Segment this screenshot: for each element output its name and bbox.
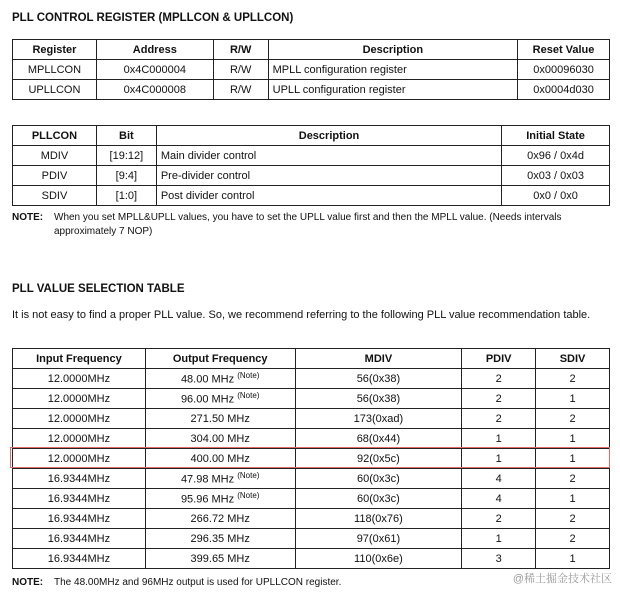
output-value: 47.98 MHz (180, 473, 235, 486)
field-name: PDIV (13, 166, 97, 186)
mdiv-value: 60(0x3c) (295, 489, 462, 509)
output-frequency (145, 549, 295, 569)
mdiv-value: 92(0x5c) (295, 449, 462, 469)
output-value: 400.00 MHz (190, 452, 250, 465)
highlight-box (10, 447, 610, 468)
output-frequency (145, 369, 295, 389)
pdiv-value: 4 (462, 469, 536, 489)
note-mpll-upll (12, 211, 562, 239)
output-frequency (145, 409, 295, 429)
table-row (13, 549, 610, 569)
output-value: 304.00 MHz (190, 432, 250, 445)
output-value: 95.96 MHz (180, 493, 235, 506)
pdiv-value: 1 (462, 429, 536, 449)
watermark: @稀土掘金技术社区 (512, 573, 612, 585)
header-sdiv: SDIV (536, 349, 610, 369)
pdiv-value: 2 (462, 369, 536, 389)
table-row (13, 60, 610, 80)
sdiv-value: 1 (536, 549, 610, 569)
selection-title: PLL VALUE SELECTION TABLE (12, 283, 185, 295)
header-description: Description (156, 126, 501, 146)
note-marker: (Note) (237, 371, 260, 381)
sdiv-value: 2 (536, 469, 610, 489)
sdiv-value: 1 (536, 389, 610, 409)
input-frequency: 12.0000MHz (13, 409, 146, 429)
sdiv-value: 1 (536, 429, 610, 449)
input-frequency: 16.9344MHz (13, 489, 146, 509)
pll-table-header (13, 349, 610, 369)
note-marker: (Note) (237, 471, 260, 481)
table-row (13, 166, 610, 186)
note-marker: (Note) (237, 391, 260, 401)
header-register: Register (13, 40, 97, 60)
note-text: When you set MPLL&UPLL values, you have to set the UPLL value first and then the MPLL value. (Needs intervals (54, 212, 562, 223)
header-output-frequency: Output Frequency (145, 349, 295, 369)
table-row (13, 146, 610, 166)
sdiv-value: 2 (536, 369, 610, 389)
input-frequency: 16.9344MHz (13, 529, 146, 549)
field-description: Post divider control (156, 186, 501, 206)
table-row (13, 389, 610, 409)
header-description: Description (268, 40, 517, 60)
field-description: Main divider control (156, 146, 501, 166)
mdiv-value: 56(0x38) (295, 389, 462, 409)
register-description: UPLL configuration register (268, 80, 517, 100)
header-pdiv: PDIV (462, 349, 536, 369)
output-frequency (145, 509, 295, 529)
register-reset-value: 0x0004d030 (518, 80, 610, 100)
register-address: 0x4C000004 (96, 60, 213, 80)
pdiv-value: 2 (462, 389, 536, 409)
input-frequency: 12.0000MHz (13, 449, 146, 469)
input-frequency: 12.0000MHz (13, 389, 146, 409)
note-label: NOTE: (12, 212, 44, 223)
note-upllcon-output (12, 576, 341, 590)
output-frequency (145, 429, 295, 449)
note-label: NOTE: (12, 577, 44, 588)
pllcon-title: PLL CONTROL REGISTER (MPLLCON & UPLLCON) (12, 12, 294, 24)
table-row (13, 469, 610, 489)
register-rw: R/W (213, 80, 268, 100)
pdiv-value: 4 (462, 489, 536, 509)
note-text-continued: approximately 7 NOP) (54, 226, 153, 237)
output-value: 96.00 MHz (180, 393, 235, 406)
pdiv-value: 1 (462, 449, 536, 469)
field-name: SDIV (13, 186, 97, 206)
register-reset-value: 0x00096030 (518, 60, 610, 80)
input-frequency: 16.9344MHz (13, 549, 146, 569)
sdiv-value: 2 (536, 529, 610, 549)
mdiv-value: 56(0x38) (295, 369, 462, 389)
table-row (13, 529, 610, 549)
mdiv-value: 118(0x76) (295, 509, 462, 529)
pdiv-value: 3 (462, 549, 536, 569)
output-frequency (145, 529, 295, 549)
output-value: 296.35 MHz (190, 532, 250, 545)
header-initial-state: Initial State (502, 126, 610, 146)
pdiv-value: 2 (462, 509, 536, 529)
table-row (13, 409, 610, 429)
selection-description: It is not easy to find a proper PLL value. So, we recommend referring to the following PLL value recommendation table. (12, 309, 591, 321)
output-frequency (145, 489, 295, 509)
register-rw: R/W (213, 60, 268, 80)
header-input-frequency: Input Frequency (13, 349, 146, 369)
output-frequency (145, 469, 295, 489)
output-value: 399.65 MHz (190, 552, 250, 565)
header-rw: R/W (213, 40, 268, 60)
field-bits: [9:4] (96, 166, 156, 186)
bit-table-header (13, 126, 610, 146)
sdiv-value: 1 (536, 489, 610, 509)
input-frequency: 16.9344MHz (13, 509, 146, 529)
header-pllcon: PLLCON (13, 126, 97, 146)
pdiv-value: 1 (462, 529, 536, 549)
table-row (13, 429, 610, 449)
field-bits: [19:12] (96, 146, 156, 166)
output-frequency (145, 389, 295, 409)
field-bits: [1:0] (96, 186, 156, 206)
register-name: MPLLCON (13, 60, 97, 80)
sdiv-value: 2 (536, 409, 610, 429)
input-frequency: 12.0000MHz (13, 369, 146, 389)
output-value: 266.72 MHz (190, 512, 250, 525)
register-description: MPLL configuration register (268, 60, 517, 80)
mdiv-value: 97(0x61) (295, 529, 462, 549)
note-text: The 48.00MHz and 96MHz output is used for UPLLCON register. (54, 577, 342, 588)
register-name: UPLLCON (13, 80, 97, 100)
field-initial-state: 0x03 / 0x03 (502, 166, 610, 186)
register-address: 0x4C000008 (96, 80, 213, 100)
note-marker: (Note) (237, 491, 260, 501)
table-row (13, 489, 610, 509)
table-row (13, 186, 610, 206)
table-row (13, 369, 610, 389)
mdiv-value: 173(0xad) (295, 409, 462, 429)
field-initial-state: 0x0 / 0x0 (502, 186, 610, 206)
table-row (13, 80, 610, 100)
mdiv-value: 60(0x3c) (295, 469, 462, 489)
pdiv-value: 2 (462, 409, 536, 429)
input-frequency: 12.0000MHz (13, 429, 146, 449)
mdiv-value: 68(0x44) (295, 429, 462, 449)
table-row (13, 509, 610, 529)
field-name: MDIV (13, 146, 97, 166)
mdiv-value: 110(0x6e) (295, 549, 462, 569)
bit-table (12, 125, 610, 206)
header-reset-value: Reset Value (518, 40, 610, 60)
header-address: Address (96, 40, 213, 60)
field-initial-state: 0x96 / 0x4d (502, 146, 610, 166)
sdiv-value: 2 (536, 509, 610, 529)
register-table-header (13, 40, 610, 60)
sdiv-value: 1 (536, 449, 610, 469)
output-value: 271.50 MHz (190, 412, 250, 425)
header-bit: Bit (96, 126, 156, 146)
field-description: Pre-divider control (156, 166, 501, 186)
output-value: 48.00 MHz (180, 373, 235, 386)
register-table (12, 39, 610, 100)
header-mdiv: MDIV (295, 349, 462, 369)
input-frequency: 16.9344MHz (13, 469, 146, 489)
